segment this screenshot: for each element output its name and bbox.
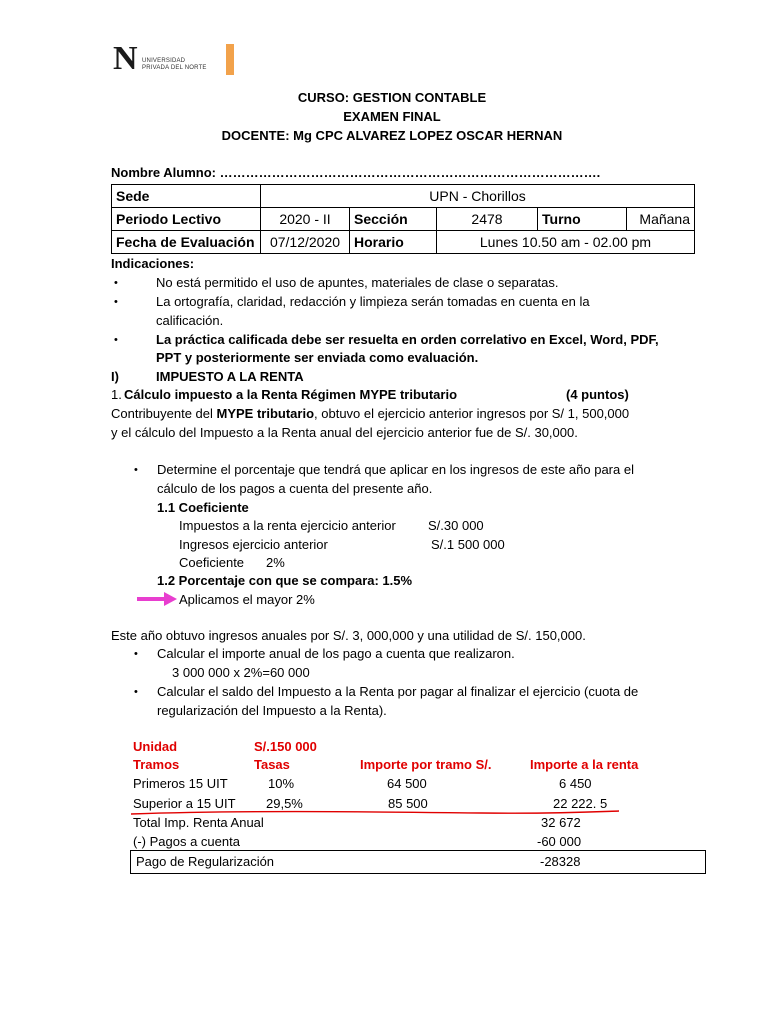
exam-title: EXAMEN FINAL (343, 109, 441, 124)
row2-importe-tramo: 85 500 (388, 796, 428, 811)
turno-label: Turno (538, 208, 627, 231)
coef-label-2: Ingresos ejercicio anterior (179, 537, 328, 552)
question-paragraph-2: y el cálculo del Impuesto a la Renta anual del ejercicio anterior fue de S/. 30,000. (111, 425, 578, 440)
question-paragraph-3: Este año obtuvo ingresos anuales por S/. 3, 000,000 y una utilidad de S/. 150,000. (111, 628, 586, 643)
unidad-value: S/.150 000 (254, 739, 317, 754)
periodo-label: Periodo Lectivo (112, 208, 261, 231)
coef-label-3: Coeficiente (179, 555, 245, 570)
question-paragraph-1 (111, 406, 629, 421)
sede-label: Sede (112, 185, 261, 208)
exam-info-table (111, 184, 695, 254)
header-importe-tramo: Importe por tramo S/. (360, 757, 492, 772)
bullet-icon: • (114, 334, 118, 346)
course-title: CURSO: GESTION CONTABLE (297, 90, 487, 105)
coef-label-1: Impuestos a la renta ejercicio anterior (179, 518, 396, 533)
logo-orange-bar (226, 44, 234, 75)
question-title: Cálculo impuesto a la Renta Régimen MYPE tributario (124, 387, 458, 402)
section-title: IMPUESTO A LA RENTA (156, 369, 304, 384)
pagos-label: (-) Pagos a cuenta (133, 834, 240, 849)
header-importe-renta: Importe a la renta (530, 757, 639, 772)
row2-tramo: Superior a 15 UIT (133, 796, 236, 811)
total-label: Total Imp. Renta Anual (133, 815, 264, 830)
indicaciones-title: Indicaciones: (111, 256, 195, 271)
task-3a: Calcular el saldo del Impuesto a la Renta por pagar al finalizar el ejercicio (cuota de (157, 684, 639, 699)
bullet-icon: • (134, 648, 138, 660)
bullet-icon: • (134, 686, 138, 698)
sede-value: UPN - Chorillos (261, 185, 695, 208)
coef-title: 1.1 Coeficiente (157, 500, 249, 515)
p1-pre: Contribuyente del (111, 406, 217, 421)
aplicamos-text: Aplicamos el mayor 2% (179, 592, 315, 607)
p1-post: , obtuvo el ejercicio anterior ingresos por S/ 1, 500,000 (314, 406, 630, 421)
p1-bold: MYPE tributario (216, 406, 315, 421)
bullet-icon: • (134, 464, 138, 476)
indicacion-2a: La ortografía, claridad, redacción y limpieza serán tomadas en cuenta en la (156, 294, 590, 309)
row1-tasa: 10% (268, 776, 295, 791)
indicacion-3b: PPT y posteriormente ser enviada como evaluación. (156, 350, 479, 365)
teacher-title: DOCENTE: Mg CPC ALVAREZ LOPEZ OSCAR HERNAN (221, 128, 563, 143)
arrow-right-icon (137, 592, 177, 606)
task-2: Calcular el importe anual de los pago a cuenta que realizaron. (157, 646, 515, 661)
header-tramos: Tramos (133, 757, 180, 772)
coef-value-1: S/.30 000 (428, 518, 484, 533)
student-name-line: Nombre Alumno: ……………………………………………………………………………. (111, 165, 601, 180)
bullet-icon: • (114, 296, 118, 308)
logo-line1: UNIVERSIDAD (142, 58, 186, 64)
total-value: 32 672 (541, 815, 581, 830)
row1-importe-tramo: 64 500 (387, 776, 427, 791)
indicacion-2b: calificación. (156, 313, 224, 328)
row2-importe-renta: 22 222. 5 (553, 796, 608, 811)
fecha-label: Fecha de Evaluación (112, 231, 261, 254)
question-points: (4 puntos) (566, 387, 629, 402)
calc-line: 3 000 000 x 2%=60 000 (172, 665, 310, 680)
task-1b: cálculo de los pagos a cuenta del presente año. (157, 481, 433, 496)
section-number: I) (111, 369, 119, 384)
coef-value-3: 2% (266, 555, 285, 570)
header-tasas: Tasas (254, 757, 290, 772)
row1-tramo: Primeros 15 UIT (133, 776, 228, 791)
periodo-value: 2020 - II (261, 208, 350, 231)
table-row (112, 185, 695, 208)
turno-value: Mañana (627, 208, 695, 231)
fecha-value: 07/12/2020 (261, 231, 350, 254)
task-1a: Determine el porcentaje que tendrá que aplicar en los ingresos de este año para el (157, 462, 634, 477)
logo-n-glyph: N (113, 40, 138, 77)
seccion-label: Sección (350, 208, 437, 231)
bullet-icon: • (114, 277, 118, 289)
table-row (112, 208, 695, 231)
logo-line2: PRIVADA DEL NORTE (142, 65, 207, 71)
indicacion-1: No está permitido el uso de apuntes, materiales de clase o separatas. (156, 275, 559, 290)
regul-value: -28328 (540, 854, 581, 869)
table-row (112, 231, 695, 254)
seccion-value: 2478 (437, 208, 538, 231)
horario-value: Lunes 10.50 am - 02.00 pm (437, 231, 695, 254)
horario-label: Horario (350, 231, 437, 254)
indicacion-3a: La práctica calificada debe ser resuelta en orden correlativo en Excel, Word, PDF, (156, 332, 659, 347)
row1-importe-renta: 6 450 (559, 776, 592, 791)
porcentaje-title: 1.2 Porcentaje con que se compara: 1.5% (157, 573, 413, 588)
question-number: 1. (111, 387, 122, 402)
pagos-value: -60 000 (537, 834, 582, 849)
regul-label: Pago de Regularización (136, 854, 275, 869)
university-logo (113, 40, 235, 77)
task-3b: regularización del Impuesto a la Renta). (157, 703, 387, 718)
coef-value-2: S/.1 500 000 (431, 537, 505, 552)
unidad-label: Unidad (133, 739, 178, 754)
row2-tasa: 29,5% (266, 796, 303, 811)
